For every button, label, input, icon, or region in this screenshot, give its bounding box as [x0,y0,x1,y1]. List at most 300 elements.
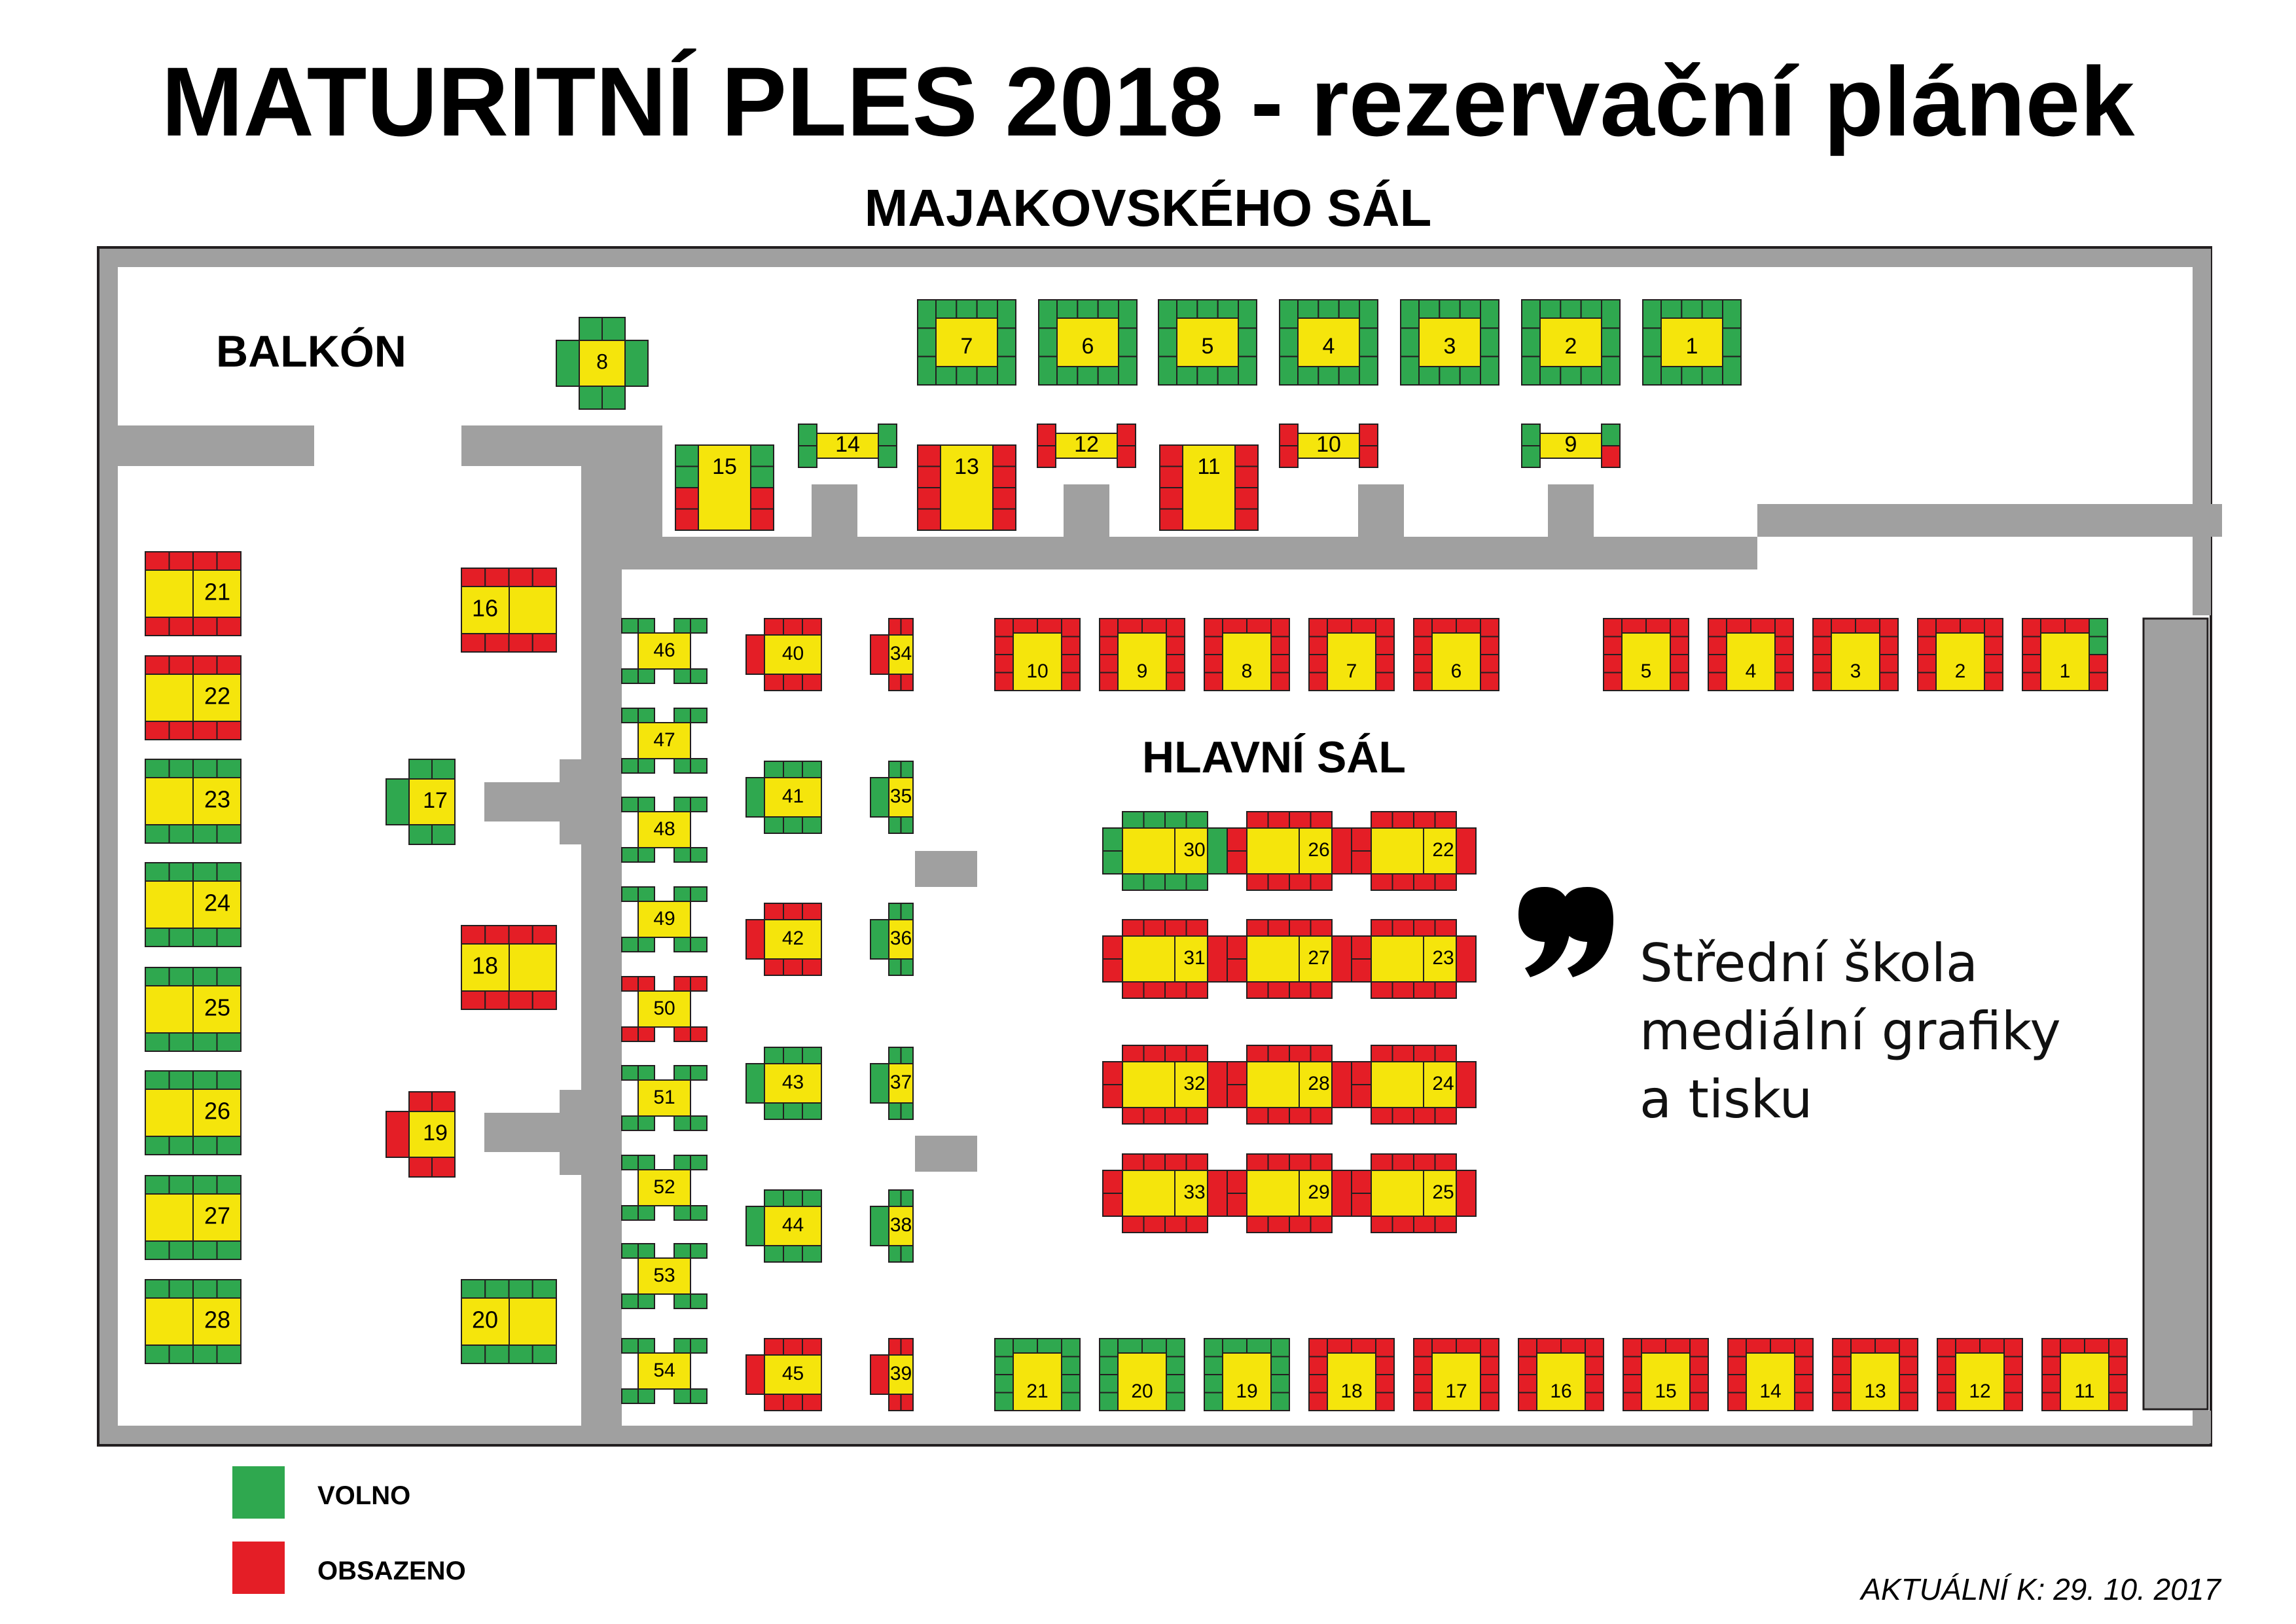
seat [1100,1393,1118,1411]
seat [1166,619,1185,637]
wall [857,537,1064,569]
table-column [870,1047,913,1119]
seat [1235,467,1258,488]
seat [170,1280,194,1298]
table-hall [1604,619,1689,691]
seat [170,1176,194,1194]
seat [461,1280,485,1298]
seat [1332,1062,1352,1108]
table-center [1103,1045,1227,1124]
seat [1522,328,1540,356]
seat [1602,328,1620,356]
seat [1311,1108,1333,1124]
wall [2193,504,2211,615]
seat [1037,446,1056,467]
seat [764,1190,783,1206]
seat [751,445,774,467]
seat [1268,1045,1290,1062]
wall [581,425,622,1427]
seat [1723,300,1741,328]
seat [956,367,977,385]
seat [1098,367,1119,385]
table-hall [2022,619,2108,691]
seat [145,928,170,947]
seat [1037,1339,1062,1353]
seat [2004,1393,2022,1411]
seat [746,1355,764,1394]
seat [802,619,821,635]
seat [1414,1045,1435,1062]
seat [1775,637,1793,655]
seat [145,656,170,674]
stage-label: PÓDIUM [2115,1001,2135,1075]
seat [783,1394,802,1411]
seat [1414,1393,1432,1411]
seat [1166,655,1185,673]
seat [674,619,691,633]
seat [1522,446,1540,467]
seat [764,1246,783,1262]
seat [1984,637,2003,655]
seat [2109,1393,2127,1411]
seat [2089,673,2108,691]
seat [2042,1339,2060,1357]
seat [1187,812,1208,828]
wall [602,537,812,569]
seat [1268,874,1290,890]
table-number: 37 [889,1071,912,1093]
seat [622,1155,638,1170]
seat [1271,1339,1289,1357]
seat [170,1136,194,1155]
table-number: 2 [1564,333,1577,359]
seat [802,1394,821,1411]
seat [783,903,802,920]
seat [1393,1154,1414,1170]
seat [1013,1339,1037,1353]
seat [1208,936,1227,982]
seat [870,1206,889,1246]
table-number: 3 [1850,660,1861,682]
table-number: 20 [1131,1380,1153,1402]
table-balcony-left [145,863,241,947]
seat [691,619,707,633]
seat [533,991,556,1009]
seat [674,1206,691,1220]
seat [1352,936,1371,959]
seat [638,1389,655,1403]
seat [1522,357,1540,385]
seat [2041,619,2065,633]
seat [638,887,655,901]
seat [461,991,485,1009]
seat [1670,673,1689,691]
wall [560,759,592,785]
table-hall [1309,1339,1394,1411]
wall [915,1136,977,1172]
seat [1918,637,1936,655]
seat [936,367,956,385]
seat [870,635,889,674]
table-number: 50 [653,997,675,1019]
table-small [1522,424,1620,467]
seat [1393,1045,1414,1062]
seat [878,424,897,446]
wall [812,484,857,569]
table-number: 1 [2059,660,2071,682]
seat [1309,1339,1327,1357]
seat [1100,673,1118,691]
table-number: 22 [204,682,231,710]
table-small [798,424,897,467]
seat [1414,1108,1435,1124]
seat [1289,982,1311,998]
seat [461,634,485,652]
table-balcony-mid [461,568,556,652]
seat [746,1064,764,1103]
seat [533,634,556,652]
seat [1880,637,1898,655]
seat [1160,509,1183,531]
seat [1604,655,1622,673]
table-center [1352,1154,1476,1233]
seat [1371,982,1393,998]
seat [1585,1357,1604,1375]
seat [691,1027,707,1041]
seat [1728,1375,1746,1393]
seat [783,959,802,975]
seat [1187,1216,1208,1233]
seat [1039,300,1057,328]
table-number: 5 [1640,660,1652,682]
table-hall [995,1339,1080,1411]
legend-free-label: VOLNO [317,1481,411,1510]
seat [901,1103,914,1119]
seat [1309,1357,1327,1375]
seat [1522,300,1540,328]
seat [1435,1108,1457,1124]
seat [1666,1339,1690,1353]
seat [1604,619,1622,637]
seat [870,778,889,817]
table-hall [1309,619,1394,691]
seat [1359,300,1378,328]
table-hall [1708,619,1793,691]
seat [1268,1108,1290,1124]
seat [1518,1375,1537,1393]
seat [170,825,194,843]
tables [145,300,2127,1411]
seat [674,669,691,683]
seat [1352,1193,1371,1216]
seat [461,926,485,944]
seat [145,1176,170,1194]
seat [1352,851,1371,874]
seat [1100,1339,1118,1357]
seat [691,1206,707,1220]
seat [622,1116,638,1130]
seat [1540,367,1560,385]
table-tiny [622,887,707,952]
seat [1561,1339,1585,1353]
seat [193,1176,217,1194]
seat [193,1280,217,1298]
venue-title: MAJAKOVSKÉHO SÁL [864,179,1432,237]
seat [193,928,217,947]
seat [1480,1393,1499,1411]
seat [1271,1375,1289,1393]
seat [1268,1216,1290,1233]
seat [638,669,655,683]
seat [764,1047,783,1064]
seat [995,1393,1013,1411]
seat [1204,637,1223,655]
seat [1414,637,1432,655]
seat [1456,1062,1476,1108]
school-name-line: a tisku [1640,1069,1813,1130]
seat [1833,1375,1851,1393]
seat [889,1047,901,1064]
seat [802,761,821,778]
seat [798,446,817,467]
seat [1311,982,1333,998]
seat [1702,300,1723,318]
seat [1289,812,1311,828]
table-number: 40 [781,642,804,664]
seat [1480,673,1499,691]
seat [674,1027,691,1041]
seat [1540,300,1560,318]
seat [1480,328,1499,356]
seat [1690,1339,1708,1357]
seat [1371,1154,1393,1170]
table-number: 46 [653,639,675,661]
table-column [870,1190,913,1262]
table-balcony-mid [461,926,556,1009]
seat [1833,1357,1851,1375]
wall [1109,537,1358,569]
seat [1119,328,1137,356]
seat [956,300,977,318]
seat [1177,300,1197,318]
seat [625,340,648,386]
seat [674,1339,691,1353]
seat [485,568,509,586]
seat [1371,874,1393,890]
table-tiny [622,797,707,862]
seat [1899,1357,1918,1375]
seat [870,1064,889,1103]
seat [1480,637,1499,655]
table-balcony-left [145,967,241,1051]
seat [1238,300,1257,328]
seat [674,937,691,952]
seat [1298,367,1318,385]
seat [217,863,242,881]
seat [751,467,774,488]
seat [802,817,821,833]
seat [579,386,602,409]
seat [1227,1085,1247,1108]
seat [901,1394,914,1411]
seat [1100,637,1118,655]
seat [1166,1393,1185,1411]
seat [2004,1375,2022,1393]
seat [997,300,1016,328]
table-column [746,1339,821,1411]
seat [746,778,764,817]
table-balcony-cross [386,1092,455,1177]
seat [1158,300,1177,328]
seat [1204,1375,1223,1393]
seat [1460,300,1480,318]
table-number: 42 [781,927,804,949]
table-number: 54 [653,1359,675,1381]
seat [1247,812,1268,828]
seat [1062,673,1080,691]
seat [1142,619,1166,633]
seat [1432,619,1456,633]
seat [691,797,707,812]
seat [145,1033,170,1051]
seat [1518,1339,1537,1357]
seat [1435,920,1457,936]
seat [691,1244,707,1258]
seat [1661,300,1681,318]
table-number: 33 [1183,1181,1206,1203]
seat [602,386,625,409]
seat [995,637,1013,655]
seat [1327,1339,1352,1353]
seat [509,1280,533,1298]
seat [936,300,956,318]
seat [217,1241,242,1259]
school-logo-icon [1518,887,1613,977]
seat [1144,1216,1166,1233]
seat [691,1389,707,1403]
seat [1376,1393,1394,1411]
seat [1187,1108,1208,1124]
seat [1204,619,1223,637]
table-column [746,1047,821,1119]
seat [638,1066,655,1080]
seat [1937,1393,1956,1411]
seat [783,619,802,635]
seat [1235,488,1258,509]
seat [1604,673,1622,691]
seat [1393,920,1414,936]
seat [638,1294,655,1308]
seat [995,1357,1013,1375]
table-tiny [622,619,707,683]
seat [409,1157,432,1177]
seat [1708,673,1727,691]
seat [798,424,817,446]
seat [993,467,1016,488]
seat [1311,1045,1333,1062]
seat [1280,300,1298,328]
seat [1332,828,1352,874]
wall [560,1149,592,1175]
table-number: 12 [1969,1380,1991,1402]
seat [1227,851,1247,874]
seat [764,1394,783,1411]
table-number: 39 [889,1362,912,1384]
seat [193,721,217,740]
seat [1376,1339,1394,1357]
table-small [1037,424,1136,467]
seat [638,619,655,633]
seat [2109,1357,2127,1375]
seat [485,1280,509,1298]
seat [1456,828,1476,874]
seat [1480,619,1499,637]
seat [918,445,941,467]
wall [1358,484,1404,569]
seat [995,673,1013,691]
table-balcony-left [145,759,241,843]
table-balcony-mid [461,1280,556,1363]
seat [675,488,698,509]
seat [1165,812,1187,828]
seat [1414,874,1435,890]
seat [1158,357,1177,385]
seat [1984,655,2003,673]
seat [509,926,533,944]
seat [802,1103,821,1119]
seat [1235,509,1258,531]
seat [533,926,556,944]
seat [622,797,638,812]
seat [1166,673,1185,691]
seat [509,991,533,1009]
seat [691,1294,707,1308]
seat [1899,1375,1918,1393]
table-number: 25 [1432,1181,1454,1203]
table-hall [2042,1339,2127,1411]
seat [1309,637,1327,655]
seat [1393,1216,1414,1233]
seat [622,1294,638,1308]
seat [783,817,802,833]
table-number: 32 [1183,1072,1206,1094]
seat [1309,619,1327,637]
seat [533,1345,556,1363]
seat [1795,1375,1813,1393]
seat [1165,1108,1187,1124]
seat [1352,828,1371,851]
seat [1899,1339,1918,1357]
seat [802,1339,821,1355]
seat [170,552,194,570]
seat [1480,300,1499,328]
seat [1581,367,1602,385]
wall [560,1090,592,1116]
seat [193,656,217,674]
seat [193,617,217,636]
seat [622,887,638,901]
seat [1518,1357,1537,1375]
seat [1318,300,1338,318]
seat [217,1176,242,1194]
table-long [1522,300,1620,385]
seat [170,656,194,674]
seat [1899,1393,1918,1411]
seat [1166,1357,1185,1375]
table-long [918,300,1016,385]
seat [674,1116,691,1130]
seat [533,568,556,586]
